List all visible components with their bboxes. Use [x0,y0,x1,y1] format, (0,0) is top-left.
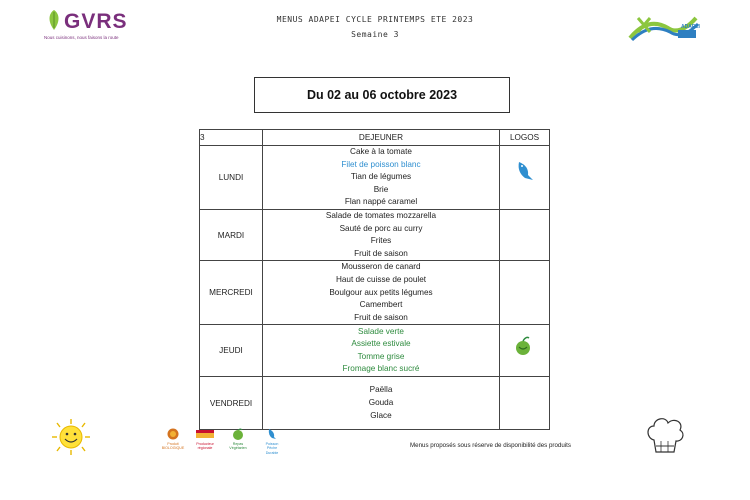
legend-bio-line1: Produit [167,442,179,446]
dish-item: Mousseron de canard [341,262,421,272]
table-row [200,209,550,260]
legend-bio-line2: BIOLOGIQUE [161,446,185,451]
legend-regional-line2: régionale [197,446,213,451]
column-header-dejeuner: DEJEUNER [263,130,500,146]
day-name: MERCREDI [200,261,263,325]
dish-item: Sauté de porc au curry [339,223,423,233]
column-header-logos: LOGOS [500,130,550,146]
brand-name: GVRS [64,10,128,33]
legend-regional [188,428,222,451]
dish-item: Fromage blanc sucré [342,364,420,374]
dish-item: Boulgour aux petits légumes [329,287,433,297]
table-row [200,325,550,377]
logo-cell [500,209,550,260]
document-header [250,12,500,42]
vegetarian-icon [232,428,244,440]
dish-item: Assiette estivale [351,339,411,349]
gvrs-logo [44,8,134,42]
bio-label-icon [167,428,179,440]
legend-fish-line1: Poisson [265,442,279,446]
dish-item: Haut de cuisse de poulet [335,274,427,284]
gvrs-leaf-icon [44,8,64,32]
menu-table [199,129,550,430]
disclaimer: Menus proposés sous réserve de disponibilité des produits [410,442,571,449]
header-week: Semaine 3 [351,30,399,39]
legend-fish-line3: Durable [265,450,279,455]
table-row [200,377,550,430]
day-name: VENDREDI [200,377,263,430]
chef-hat-icon [644,414,686,458]
dish-item: Frites [370,236,392,246]
date-range: Du 02 au 06 octobre 2023 [254,77,510,113]
dish-item: Salade verte [358,326,404,336]
day-name: LUNDI [200,146,263,210]
brand-tagline: Nous cuisinons, nous faisons la route [44,35,119,40]
header-title: MENUS ADAPEI CYCLE PRINTEMPS ETE 2023 [276,15,474,24]
dish-item: Filet de poisson blanc [341,159,421,169]
dish-item: Paëlla [369,385,393,395]
table-row [200,146,550,210]
week-number: 3 [200,130,263,146]
logo-cell [500,377,550,430]
logo-cell [500,146,550,210]
dish-item: Tian de légumes [350,172,412,182]
legend-fish-line2: Pêche [266,446,278,451]
dish-list [263,377,500,430]
fish-icon [514,160,536,182]
dish-item: Flan nappé caramel [344,197,418,207]
legend-regional-line1: Producteur [196,442,214,446]
dish-item: Fruit de saison [354,248,408,258]
table-row [200,261,550,325]
partner-logo-label: ADAPEI [681,24,700,30]
legend-vegetarian [221,428,255,451]
dish-item: Salade de tomates mozzarella [325,210,437,220]
dish-item: Gouda [368,398,394,408]
dish-item: Tomme grise [357,351,405,361]
legend-fish [255,428,289,455]
fish-icon [266,428,278,440]
sun-icon [50,418,92,456]
day-name: JEUDI [200,325,263,377]
dish-item: Brie [373,184,389,194]
day-name: MARDI [200,209,263,260]
dish-list [263,325,500,377]
dish-item: Cake à la tomate [350,147,412,156]
table-header-row [200,130,550,146]
adapei-logo [628,10,700,44]
logo-cell [500,325,550,377]
dish-list [263,209,500,260]
legend-bio [156,428,190,451]
vegetarian-icon [514,335,532,357]
dish-item: Fruit de saison [354,312,408,322]
dish-item: Glace [370,410,392,420]
dish-item: Camembert [359,300,403,310]
dish-list [263,261,500,325]
regional-producer-icon [196,428,214,440]
legend-vegetarian-line1: Repas [232,442,244,446]
logo-cell [500,261,550,325]
dish-list [263,146,500,210]
legend-vegetarian-line2: Végétarien [229,446,247,451]
